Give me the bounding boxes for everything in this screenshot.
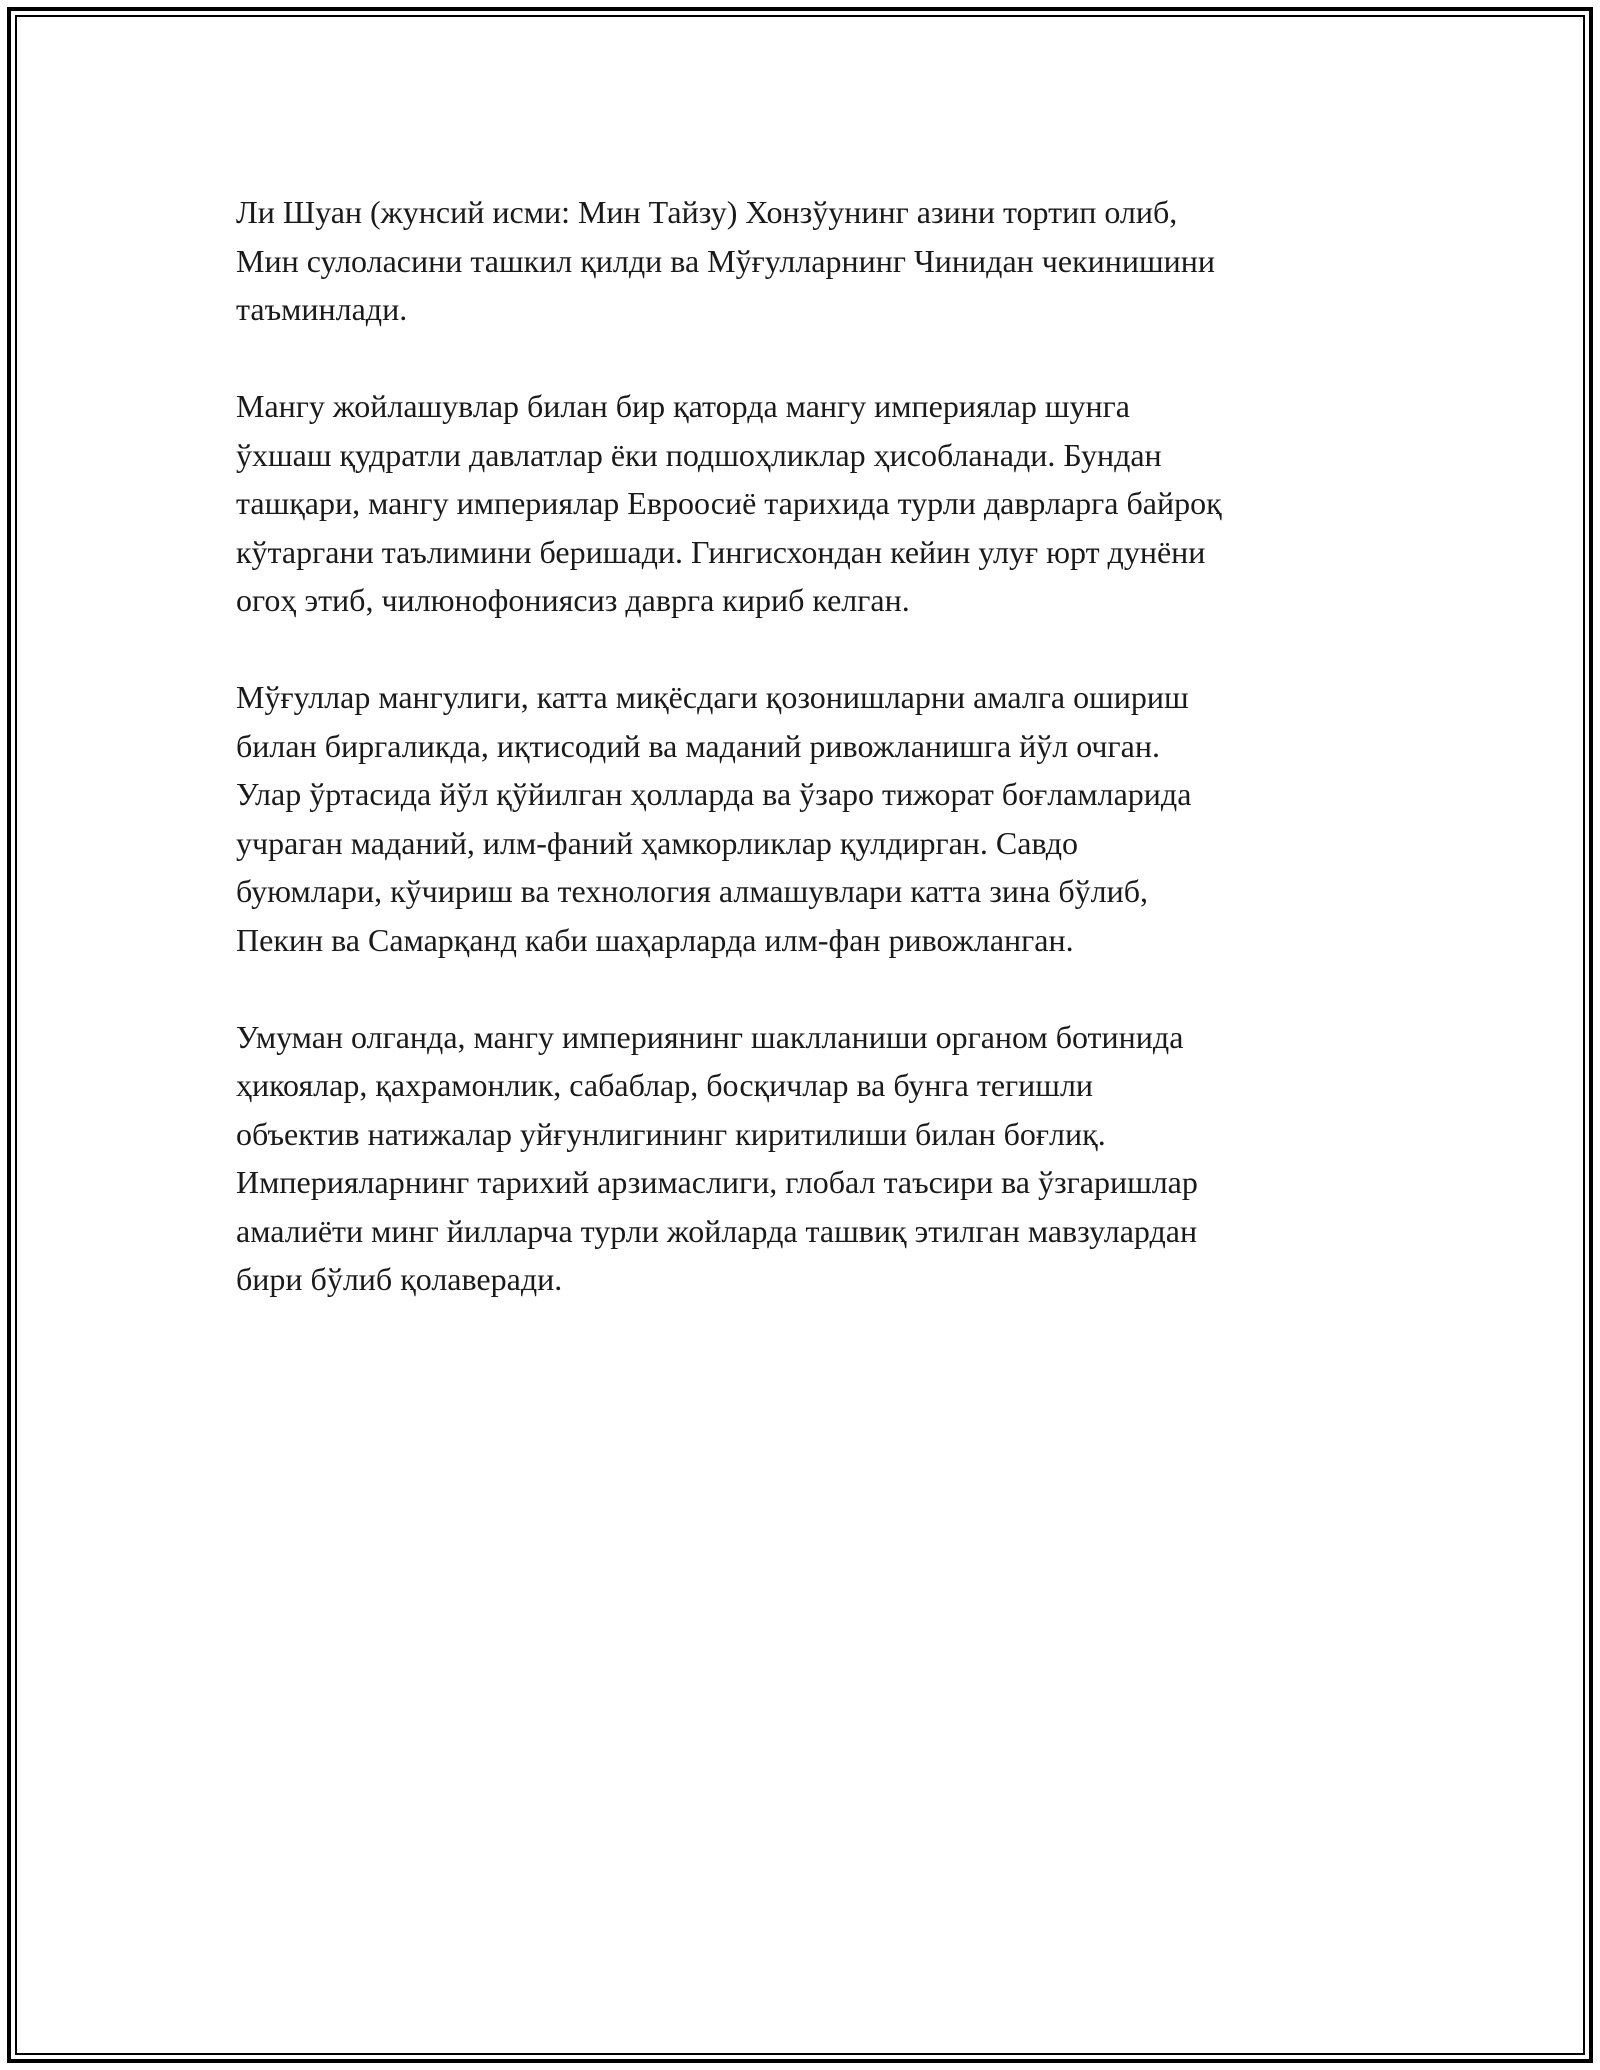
paragraph-1: Ли Шуан (жунсий исми: Мин Тайзу) Хонзўунинг азини тортип олиб, Мин сулоласини ташкил қилди ва Мўғулларнинг Чинидан чекинишини таъминлади.	[236, 194, 1215, 327]
paragraph-3: Мўғуллар мангулиги, катта миқёсдаги қозонишларни амалга ошириш билан биргаликда, иқтисодий ва маданий ривожланишга йўл очган. Улар ўртасида йўл қўйилган ҳолларда ва ўзаро тижорат боғламларида учраган маданий, илм-фаний ҳамкорликлар қулдирган. Савдо буюмлари, кўчириш ва технология алмашувлари катта зина бўлиб, Пекин ва Самарқанд каби шаҳарларда илм-фан ривожланган.	[236, 679, 1192, 958]
paragraph-2: Мангу жойлашувлар билан бир қаторда мангу империялар шунга ўхшаш қудратли давлатлар ёки подшоҳликлар ҳисобланади. Бундан ташқари, мангу империялар Евроосиё тарихида турли даврларга байроқ кўтаргани таълимини беришади. Гингисхондан кейин улуғ юрт дунёни огоҳ этиб, чилюнофониясиз даврга кириб келган.	[236, 388, 1222, 618]
document-body	[236, 188, 1376, 1352]
paragraph-4: Умуман олганда, мангу империянинг шаклланиши органом ботинида ҳикоялар, қахрамонлик, сабаблар, босқичлар ва бунга тегишли объектив натижалар уйғунлигининг киритилиши билан боғлиқ. Империяларнинг тарихий арзимаслиги, глобал таъсири ва ўзгаришлар амалиёти минг йилларча турли жойларда ташвиқ этилган мавзулардан бири бўлиб қолаверади.	[236, 1018, 1198, 1297]
